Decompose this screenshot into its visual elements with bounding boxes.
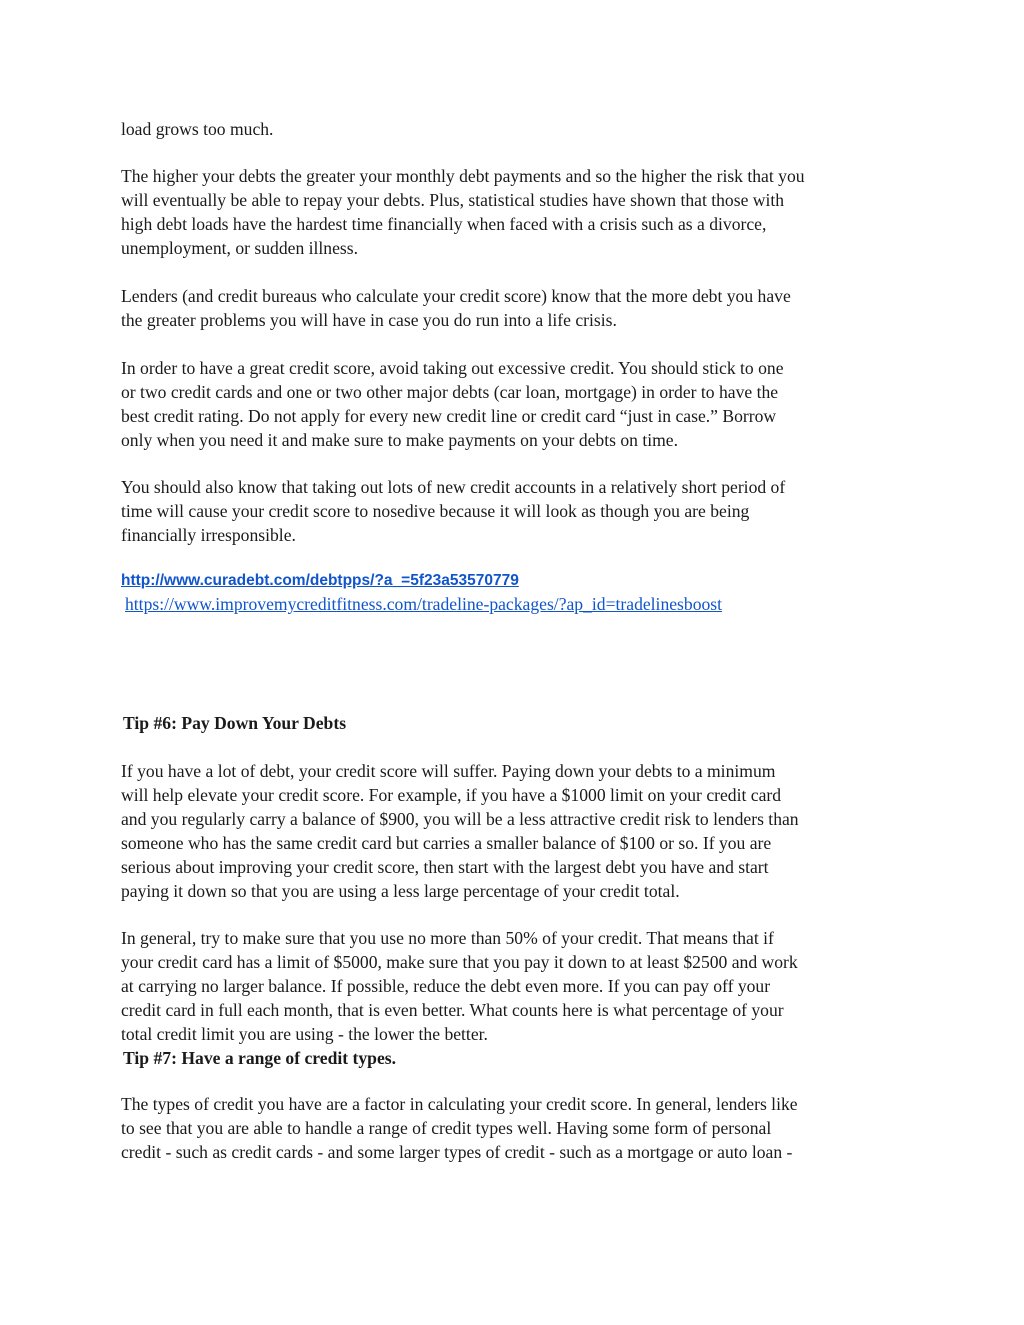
curadebt-link[interactable]: http://www.curadebt.com/debtpps/?a_=5f23a53570779 xyxy=(121,572,519,589)
tip7-heading: Tip #7: Have a range of credit types. xyxy=(123,1048,397,1068)
paragraph-line: to see that you are able to handle a range of credit types well. Having some form of personal xyxy=(121,1118,772,1138)
paragraph-line: high debt loads have the hardest time financially when faced with a crisis such as a divorce, xyxy=(121,214,767,234)
paragraph-line: best credit rating. Do not apply for every new credit line or credit card “just in case.” Borrow xyxy=(121,406,777,426)
paragraph-line: total credit limit you are using - the lower the better. xyxy=(121,1024,488,1044)
paragraph-line: load grows too much. xyxy=(121,119,274,139)
paragraph-line: In general, try to make sure that you use no more than 50% of your credit. That means that if xyxy=(121,928,774,948)
paragraph-line: The types of credit you have are a factor in calculating your credit score. In general, lenders like xyxy=(121,1094,798,1114)
paragraph-line: will help elevate your credit score. For example, if you have a $1000 limit on your credit card xyxy=(121,785,782,805)
paragraph-line: unemployment, or sudden illness. xyxy=(121,238,359,258)
paragraph-line: You should also know that taking out lots of new credit accounts in a relatively short period of xyxy=(121,477,786,497)
paragraph-line: If you have a lot of debt, your credit score will suffer. Paying down your debts to a minimum xyxy=(121,761,776,781)
paragraph-line: Lenders (and credit bureaus who calculate your credit score) know that the more debt you have xyxy=(121,286,791,306)
paragraph-line: paying it down so that you are using a less large percentage of your credit total. xyxy=(121,881,680,901)
paragraph-line: your credit card has a limit of $5000, make sure that you pay it down to at least $2500 and work xyxy=(121,952,798,972)
paragraph-line: credit - such as credit cards - and some larger types of credit - such as a mortgage or auto loan - xyxy=(121,1142,793,1162)
improvemycredit-link[interactable]: https://www.improvemycreditfitness.com/tradeline-packages/?ap_id=tradelinesboost xyxy=(125,594,723,614)
paragraph-line: someone who has the same credit card but carries a smaller balance of $100 or so. If you are xyxy=(121,833,772,853)
paragraph-line: The higher your debts the greater your monthly debt payments and so the higher the risk that you xyxy=(121,166,805,186)
paragraph-line: will eventually be able to repay your debts. Plus, statistical studies have shown that those with xyxy=(121,190,785,210)
paragraph-line: the greater problems you will have in case you do run into a life crisis. xyxy=(121,310,617,330)
paragraph-line: time will cause your credit score to nosedive because it will look as though you are being xyxy=(121,501,750,521)
paragraph-line: In order to have a great credit score, avoid taking out excessive credit. You should stick to one xyxy=(121,358,784,378)
paragraph-line: at carrying no larger balance. If possible, reduce the debt even more. If you can pay off your xyxy=(121,976,771,996)
paragraph-line: and you regularly carry a balance of $900, you will be a less attractive credit risk to lenders than xyxy=(121,809,799,829)
paragraph-line: only when you need it and make sure to make payments on your debts on time. xyxy=(121,430,679,450)
paragraph-line: or two credit cards and one or two other major debts (car loan, mortgage) in order to have the xyxy=(121,382,779,402)
tip6-heading: Tip #6: Pay Down Your Debts xyxy=(123,713,347,733)
paragraph-line: credit card in full each month, that is even better. What counts here is what percentage of your xyxy=(121,1000,784,1020)
paragraph-line: serious about improving your credit score, then start with the largest debt you have and start xyxy=(121,857,769,877)
paragraph-line: financially irresponsible. xyxy=(121,525,296,545)
